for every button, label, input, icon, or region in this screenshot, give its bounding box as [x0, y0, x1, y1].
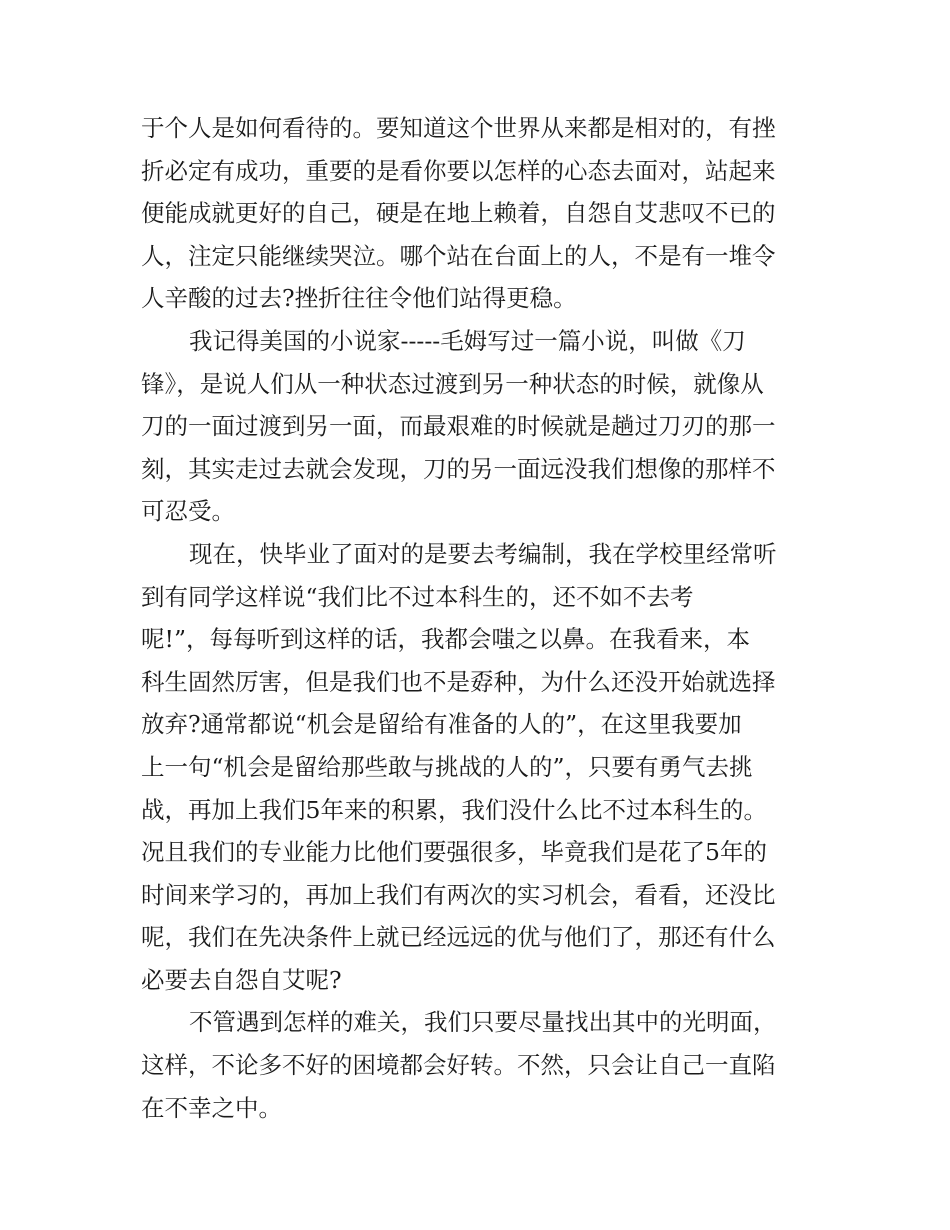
text-line: 必要去自怨自艾呢? — [141, 965, 342, 994]
text-line: 到有同学这样说“我们比不过本科生的，还不如不去考 — [141, 582, 694, 611]
text-line: 人，注定只能继续哭泣。哪个站在台面上的人，不是有一堆令 — [141, 241, 776, 270]
text-line: 可忍受。 — [141, 497, 235, 526]
text-line: 于个人是如何看待的。要知道这个世界从来都是相对的，有挫 — [141, 114, 776, 142]
text-line: 人辛酸的过去?挫折往往令他们站得更稳。 — [141, 284, 577, 313]
paragraph-first-line: 我记得美国的小说家-----毛姆写过一篇小说，叫做《刀 — [189, 326, 746, 355]
text-line: 刻，其实走过去就会发现，刀的另一面远没我们想像的那样不 — [141, 454, 776, 483]
text-line: 呢，我们在先决条件上就已经远远的优与他们了，那还有什么 — [141, 923, 776, 952]
text-line: 折必定有成功，重要的是看你要以怎样的心态去面对，站起来 — [141, 156, 776, 185]
text-line: 时间来学习的，再加上我们有两次的实习机会，看看，还没比 — [141, 880, 776, 909]
paragraph-first-line: 现在，快毕业了面对的是要去考编制，我在学校里经常听 — [189, 539, 777, 568]
text-line: 这样，不论多不好的困境都会好转。不然，只会让自己一直陷 — [141, 1051, 776, 1080]
text-line: 刀的一面过渡到另一面，而最艰难的时候就是趟过刀刃的那一 — [141, 412, 776, 441]
text-line: 在不幸之中。 — [141, 1093, 282, 1122]
paragraph-first-line: 不管遇到怎样的难关，我们只要尽量找出其中的光明面， — [189, 1008, 777, 1037]
text-line: 放弃?通常都说“机会是留给有准备的人的”，在这里我要加 — [141, 710, 742, 739]
text-line: 战，再加上我们5年来的积累，我们没什么比不过本科生的。 — [141, 795, 767, 824]
text-line: 上一句“机会是留给那些敢与挑战的人的”，只要有勇气去挑 — [141, 752, 753, 781]
text-line: 便能成就更好的自己，硬是在地上赖着，自怨自艾悲叹不已的 — [141, 199, 776, 228]
text-line: 科生固然厉害，但是我们也不是孬种，为什么还没开始就选择 — [141, 667, 776, 696]
text-line: 呢!”，每每听到这样的话，我都会嗤之以鼻。在我看来，本 — [141, 625, 750, 654]
text-line: 况且我们的专业能力比他们要强很多，毕竟我们是花了5年的 — [141, 838, 767, 867]
text-line: 锋》，是说人们从一种状态过渡到另一种状态的时候，就像从 — [141, 369, 764, 398]
document-body — [141, 107, 811, 1129]
